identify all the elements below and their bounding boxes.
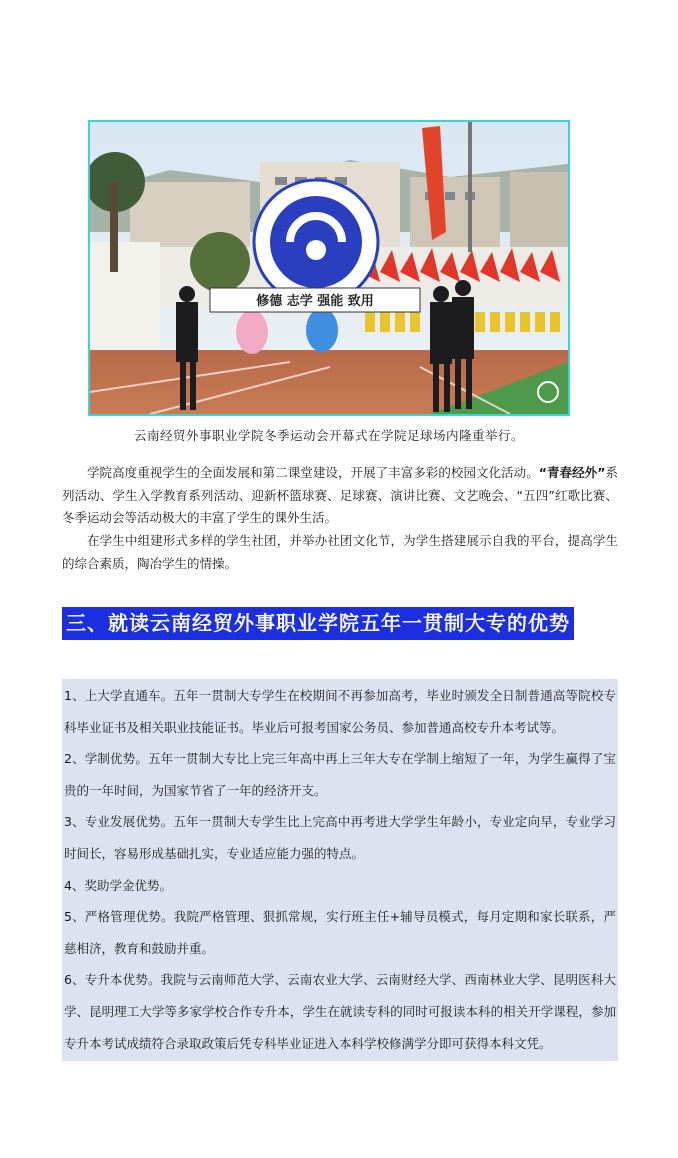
- banner-motto: 修德 志学 强能 致用: [256, 294, 374, 309]
- advantage-item: 3、专业发展优势。五年一贯制大专学生比上完高中再考进大学学生年龄小，专业定向早，专业学习时间长，容易形成基础扎实，专业适应能力强的特点。: [64, 814, 616, 861]
- advantage-item: 2、学制优势。五年一贯制大专比上完三年高中再上三年大专在学制上缩短了一年，为学生赢得了宝贵的一年时间，为国家节省了一年的经济开支。: [64, 751, 616, 798]
- photo-illustration: [90, 122, 568, 414]
- advantage-item: 4、奖助学金优势。: [64, 877, 172, 893]
- campus-culture-paragraph: [62, 462, 618, 530]
- paragraph-text-after: 系列活动、学生入学教育系列活动、迎新杯篮球赛、足球赛、演讲比赛、文艺晚会、“五四”红歌比赛、冬季运动会等活动极大的丰富了学生的课外生活。: [62, 465, 618, 525]
- highlight-campaign-name: “青春经外”: [538, 465, 606, 480]
- photo-caption: 云南经贸外事职业学院冬季运动会开幕式在学院足球场内隆重举行。: [133, 428, 524, 443]
- student-clubs-paragraph: 在学生中组建形式多样的学生社团，并举办社团文化节，为学生搭建展示自我的平台，提高学生的综合素质，陶冶学生的情操。: [62, 533, 618, 571]
- advantage-item: 5、严格管理优势。我院严格管理、狠抓常规，实行班主任+辅导员模式，每月定期和家长联系，严慈相济，教育和鼓励并重。: [64, 909, 616, 956]
- advantages-box: [62, 679, 618, 1061]
- advantage-item: 6、专升本优势。我院与云南师范大学、云南农业大学、云南财经大学、西南林业大学、昆明医科大学、昆明理工大学等多家学校合作专升本，学生在就读专科的同时可报读本科的相关开学课程，参加专升本考试成绩符合录取政策后凭专科毕业证进入本科学校修满学分即可获得本科文凭。: [64, 972, 616, 1051]
- section-heading: 三、就读云南经贸外事职业学院五年一贯制大专的优势: [62, 607, 574, 640]
- advantage-item: 1、上大学直通车。五年一贯制大专学生在校期间不再参加高考，毕业时颁发全日制普通高等院校专科毕业证书及相关职业技能证书。毕业后可报考国家公务员、参加普通高校专升本考试等。: [64, 688, 616, 735]
- sports-meeting-photo: [88, 120, 570, 416]
- paragraph-text-before: 学院高度重视学生的全面发展和第二课堂建设，开展了丰富多彩的校园文化活动。: [87, 465, 539, 480]
